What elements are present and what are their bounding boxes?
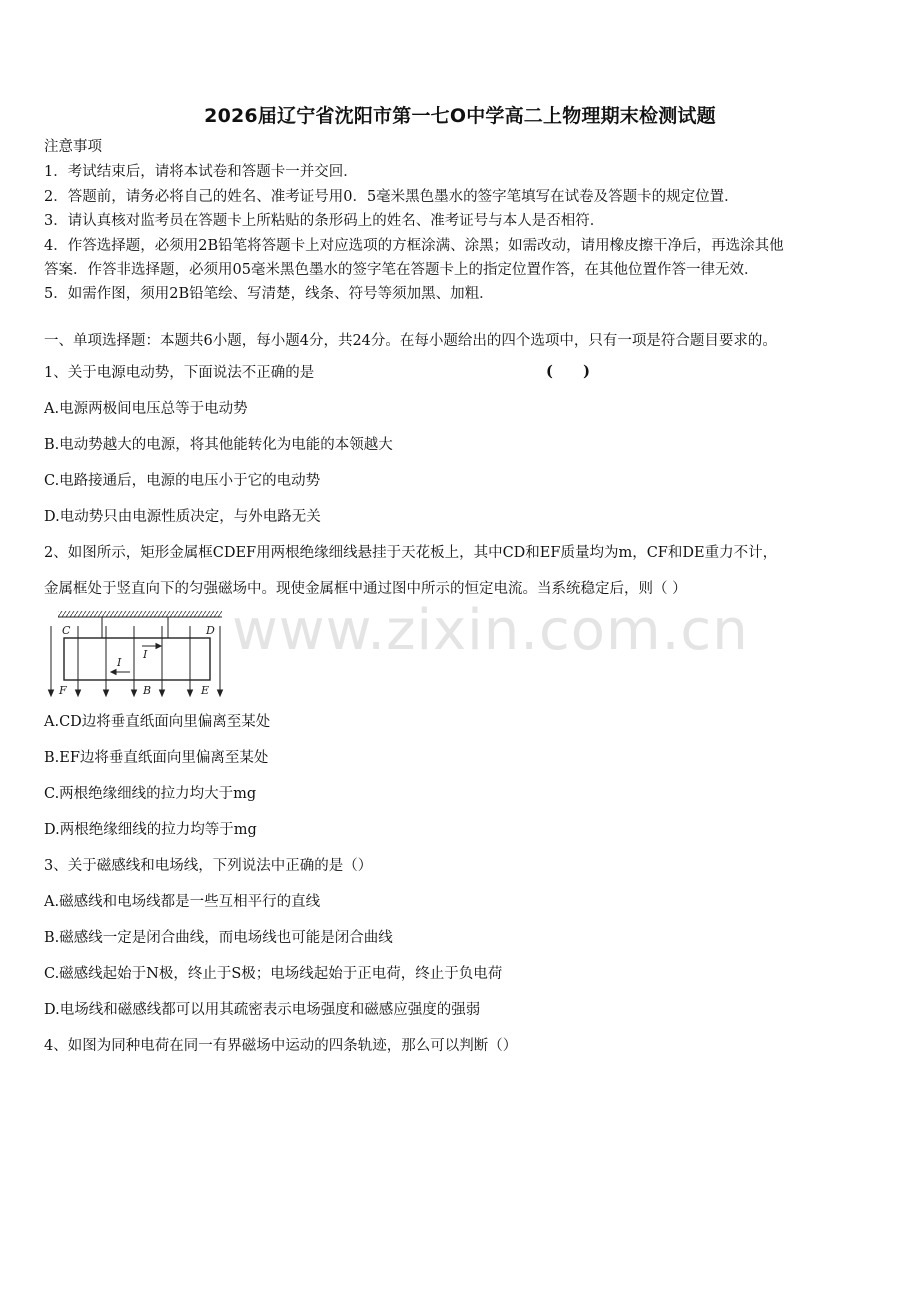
q2-stem-line1: 2、如图所示，矩形金属框CDEF用两根绝缘细线悬挂于天花板上，其中CD和EF质量均为m，CF和DE重力不计，: [44, 545, 778, 561]
ceiling: [58, 611, 222, 617]
label-c: C: [62, 624, 71, 637]
q1-stem: 1、关于电源电动势，下面说法不正确的是: [44, 365, 315, 381]
note-item-4-cont: 答案．作答非选择题，必须用05毫米黑色墨水的签字笔在答题卡上的指定位置作答，在其他位置作答一律无效．: [44, 262, 759, 278]
q3-stem: 3、关于磁感线和电场线，下列说法中正确的是（）: [44, 858, 373, 874]
note-item-3: 3．请认真核对监考员在答题卡上所粘贴的条形码上的姓名、准考证号与本人是否相符．: [44, 213, 605, 229]
metal-frame: [64, 638, 210, 680]
section-heading: 一、单项选择题：本题共6小题，每小题4分，共24分。在每小题给出的四个选项中，只有一项是符合题目要求的。: [44, 333, 777, 349]
note-item-4: 4．作答选择题，必须用2B铅笔将答题卡上对应选项的方框涂满、涂黑；如需改动，请用橡皮擦干净后，再选涂其他: [44, 238, 784, 254]
label-b: B: [143, 684, 152, 697]
current-arrow-bottom: [111, 670, 130, 675]
field-lines: [49, 626, 223, 696]
label-e: E: [201, 684, 210, 697]
q2-option-c: C.两根绝缘细线的拉力均大于mg: [44, 786, 257, 802]
label-d: D: [206, 624, 215, 637]
q4-stem: 4、如图为同种电荷在同一有界磁场中运动的四条轨迹，那么可以判断（）: [44, 1038, 518, 1054]
notes-heading: 注意事项: [44, 139, 102, 155]
q3-option-a: A.磁感线和电场线都是一些互相平行的直线: [44, 894, 321, 910]
q3-option-c: C.磁感线起始于N极，终止于S极；电场线起始于正电荷，终止于负电荷: [44, 966, 503, 982]
q1-option-b: B.电动势越大的电源，将其他能转化为电能的本领越大: [44, 437, 393, 453]
q1-option-d: D.电动势只由电源性质决定，与外电路无关: [44, 509, 321, 525]
label-current-top: I: [143, 648, 148, 661]
note-item-1: 1．考试结束后，请将本试卷和答题卡一并交回．: [44, 164, 358, 180]
q2-option-a: A.CD边将垂直纸面向里偏离至某处: [44, 714, 271, 730]
q3-option-b: B.磁感线一定是闭合曲线，而电场线也可能是闭合曲线: [44, 930, 393, 946]
note-item-5: 5．如需作图，须用2B铅笔绘、写清楚，线条、符号等须加黑、加粗．: [44, 286, 494, 302]
q2-figure: [44, 608, 234, 700]
q1-option-a: A.电源两极间电压总等于电动势: [44, 401, 248, 417]
q1-answer-paren: ( ): [546, 363, 591, 380]
watermark: www.zixin.com.cn: [232, 598, 749, 663]
label-f: F: [59, 684, 67, 697]
label-current-bottom: I: [117, 656, 122, 669]
page-title: 2026届辽宁省沈阳市第一七O中学高二上物理期末检测试题: [204, 105, 716, 127]
q2-option-b: B.EF边将垂直纸面向里偏离至某处: [44, 750, 269, 766]
note-item-2: 2．答题前，请务必将自己的姓名、准考证号用0．5毫米黑色墨水的签字笔填写在试卷及答题卡的规定位置．: [44, 189, 739, 205]
q2-stem-line2: 金属框处于竖直向下的匀强磁场中。现使金属框中通过图中所示的恒定电流。当系统稳定后，则（ ）: [44, 581, 687, 597]
q1-option-c: C.电路接通后，电源的电压小于它的电动势: [44, 473, 321, 489]
q3-option-d: D.电场线和磁感线都可以用其疏密表示电场强度和磁感应强度的强弱: [44, 1002, 481, 1018]
q2-option-d: D.两根绝缘细线的拉力均等于mg: [44, 822, 257, 838]
